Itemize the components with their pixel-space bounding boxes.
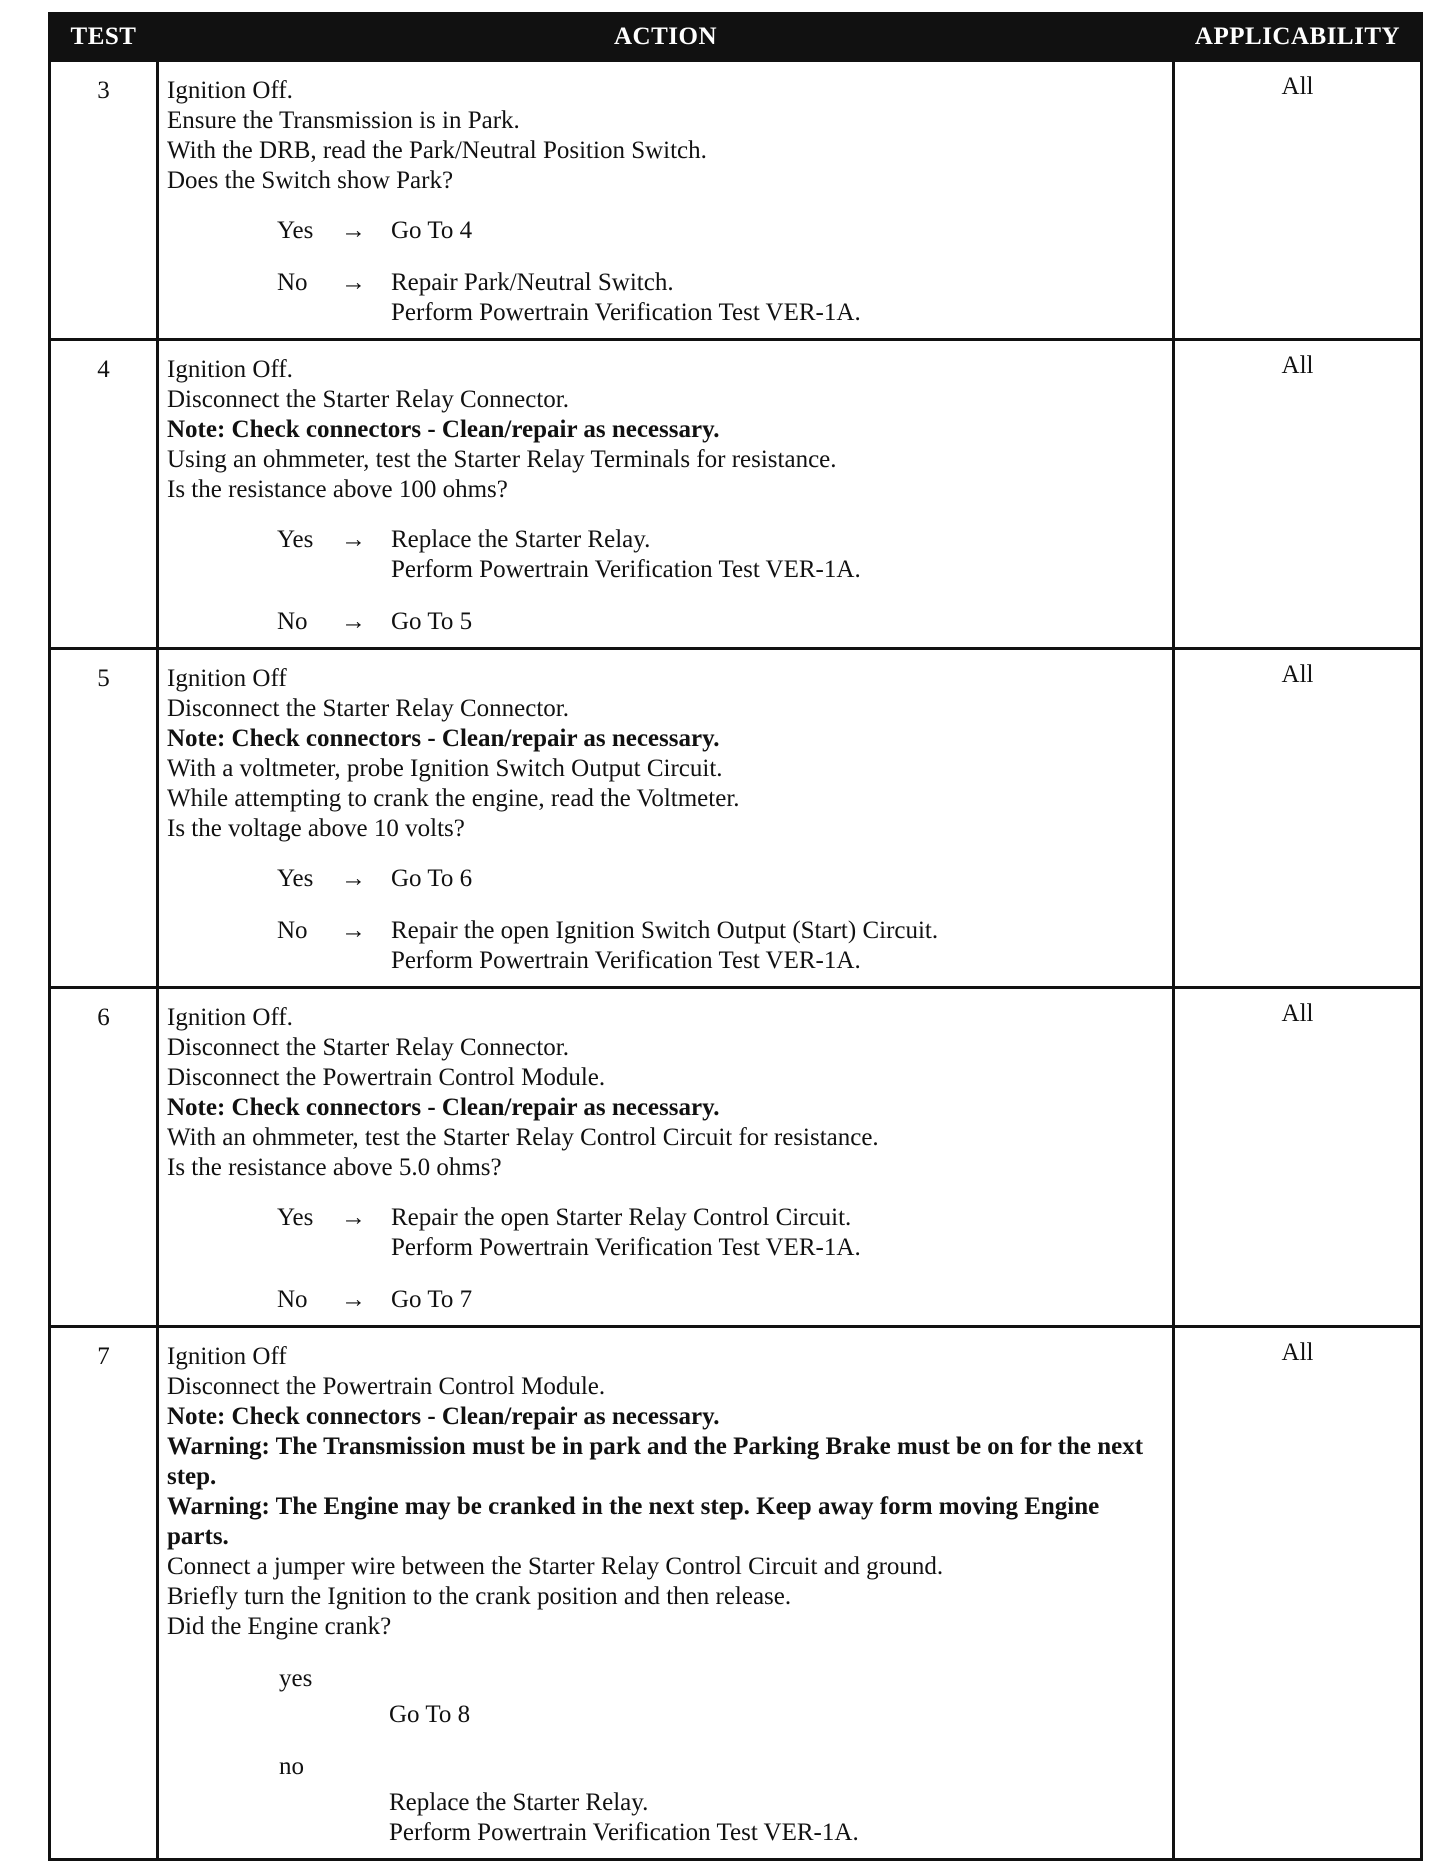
test-number: 6 bbox=[50, 988, 158, 1327]
branch-result bbox=[391, 864, 1164, 894]
result-line: Go To 6 bbox=[391, 865, 473, 892]
action-line: Ensure the Transmission is in Park. bbox=[167, 107, 520, 134]
branch-no bbox=[167, 268, 1164, 328]
result-line: Replace the Starter Relay. bbox=[391, 526, 651, 553]
branch-label: Yes bbox=[277, 217, 314, 244]
action-cell bbox=[158, 649, 1174, 988]
table-row bbox=[50, 1327, 1422, 1860]
table-row bbox=[50, 988, 1422, 1327]
branch-label: Yes bbox=[277, 526, 314, 553]
result-line: Go To 8 bbox=[389, 1701, 471, 1728]
action-line: Ignition Off. bbox=[167, 1004, 293, 1031]
result-line: Go To 5 bbox=[391, 608, 473, 635]
result-line: Perform Powertrain Verification Test VER-1A. bbox=[391, 299, 861, 326]
test-number: 4 bbox=[50, 340, 158, 649]
diagnostic-test-sheet bbox=[48, 12, 1420, 1861]
action-line: Disconnect the Powertrain Control Module. bbox=[167, 1373, 606, 1400]
action-line: While attempting to crank the engine, read the Voltmeter. bbox=[167, 785, 740, 812]
branch-no bbox=[167, 1752, 1164, 1848]
action-line: Disconnect the Starter Relay Connector. bbox=[167, 695, 569, 722]
branch-yes bbox=[167, 1203, 1164, 1263]
branch-yes bbox=[167, 525, 1164, 585]
result-line: Repair Park/Neutral Switch. bbox=[391, 269, 674, 296]
branch-result bbox=[391, 916, 1164, 976]
arrow-right-icon: → bbox=[341, 526, 366, 553]
note-line: Note: Check connectors - Clean/repair as necessary. bbox=[167, 1403, 720, 1430]
branch-result bbox=[391, 1203, 1164, 1263]
arrow-right-icon: → bbox=[341, 1204, 366, 1231]
branch-no bbox=[167, 916, 1164, 976]
branch-label: No bbox=[277, 608, 308, 635]
result-line: Go To 7 bbox=[391, 1286, 473, 1313]
note-line: Warning: The Engine may be cranked in the next step. Keep away form moving Engine parts. bbox=[167, 1493, 1100, 1550]
table-header-row bbox=[50, 14, 1422, 61]
applicability-value: All bbox=[1174, 340, 1422, 649]
note-line: Note: Check connectors - Clean/repair as necessary. bbox=[167, 416, 720, 443]
note-line: Note: Check connectors - Clean/repair as necessary. bbox=[167, 725, 720, 752]
action-line: Is the resistance above 5.0 ohms? bbox=[167, 1154, 502, 1181]
result-line: Perform Powertrain Verification Test VER-1A. bbox=[391, 947, 861, 974]
arrow-right-icon: → bbox=[341, 608, 366, 635]
action-line: With a voltmeter, probe Ignition Switch Output Circuit. bbox=[167, 755, 723, 782]
branch-label: No bbox=[277, 1286, 308, 1313]
branch-label: No bbox=[277, 917, 308, 944]
action-line: Using an ohmmeter, test the Starter Relay Terminals for resistance. bbox=[167, 446, 837, 473]
applicability-value: All bbox=[1174, 1327, 1422, 1860]
action-line: Is the resistance above 100 ohms? bbox=[167, 476, 508, 503]
note-line: Warning: The Transmission must be in park and the Parking Brake must be on for the next step. bbox=[167, 1433, 1144, 1490]
applicability-value: All bbox=[1174, 61, 1422, 340]
applicability-value: All bbox=[1174, 649, 1422, 988]
branch-result bbox=[391, 607, 1164, 637]
action-line: Connect a jumper wire between the Starter Relay Control Circuit and ground. bbox=[167, 1553, 944, 1580]
arrow-right-icon: → bbox=[341, 865, 366, 892]
branch-label: yes bbox=[279, 1665, 313, 1692]
action-cell bbox=[158, 61, 1174, 340]
action-line: Ignition Off. bbox=[167, 77, 293, 104]
result-line: Perform Powertrain Verification Test VER-1A. bbox=[389, 1819, 859, 1846]
branch-label: Yes bbox=[277, 1204, 314, 1231]
test-number: 3 bbox=[50, 61, 158, 340]
result-line: Perform Powertrain Verification Test VER-1A. bbox=[391, 1234, 861, 1261]
branch-result bbox=[391, 268, 1164, 328]
arrow-right-icon: → bbox=[341, 269, 366, 296]
action-line: Briefly turn the Ignition to the crank position and then release. bbox=[167, 1583, 792, 1610]
applicability-value: All bbox=[1174, 988, 1422, 1327]
branch-result bbox=[391, 525, 1164, 585]
action-line: Disconnect the Starter Relay Connector. bbox=[167, 386, 569, 413]
branch-no bbox=[167, 1285, 1164, 1315]
branch-label: No bbox=[277, 269, 308, 296]
table-body bbox=[50, 61, 1422, 1860]
arrow-right-icon: → bbox=[341, 217, 366, 244]
branch-yes bbox=[167, 1664, 1164, 1730]
action-line: Ignition Off. bbox=[167, 356, 293, 383]
action-line: Ignition Off bbox=[167, 1343, 287, 1370]
branch-yes bbox=[167, 864, 1164, 894]
branch-result bbox=[279, 1788, 1164, 1848]
action-cell bbox=[158, 340, 1174, 649]
branch-result bbox=[391, 216, 1164, 246]
header-test: TEST bbox=[50, 14, 158, 61]
branch-yes bbox=[167, 216, 1164, 246]
arrow-right-icon: → bbox=[341, 1286, 366, 1313]
action-cell bbox=[158, 988, 1174, 1327]
table-row bbox=[50, 61, 1422, 340]
action-line: Did the Engine crank? bbox=[167, 1613, 392, 1640]
branch-label: Yes bbox=[277, 865, 314, 892]
test-number: 5 bbox=[50, 649, 158, 988]
test-number: 7 bbox=[50, 1327, 158, 1860]
result-line: Repair the open Starter Relay Control Circuit. bbox=[391, 1204, 852, 1231]
table-row bbox=[50, 649, 1422, 988]
note-line: Note: Check connectors - Clean/repair as necessary. bbox=[167, 1094, 720, 1121]
table-row bbox=[50, 340, 1422, 649]
branch-no bbox=[167, 607, 1164, 637]
result-line: Perform Powertrain Verification Test VER-1A. bbox=[391, 556, 861, 583]
diagnostic-table bbox=[48, 12, 1423, 1861]
action-line: Disconnect the Starter Relay Connector. bbox=[167, 1034, 569, 1061]
branch-result bbox=[279, 1700, 1164, 1730]
action-cell bbox=[158, 1327, 1174, 1860]
action-line: Ignition Off bbox=[167, 665, 287, 692]
branch-label: no bbox=[279, 1753, 304, 1780]
action-line: With the DRB, read the Park/Neutral Position Switch. bbox=[167, 137, 707, 164]
result-line: Replace the Starter Relay. bbox=[389, 1789, 649, 1816]
action-line: Disconnect the Powertrain Control Module. bbox=[167, 1064, 606, 1091]
branch-result bbox=[391, 1285, 1164, 1315]
result-line: Go To 4 bbox=[391, 217, 473, 244]
header-action: ACTION bbox=[158, 14, 1174, 61]
arrow-right-icon: → bbox=[341, 917, 366, 944]
action-line: Does the Switch show Park? bbox=[167, 167, 454, 194]
action-line: With an ohmmeter, test the Starter Relay Control Circuit for resistance. bbox=[167, 1124, 879, 1151]
action-line: Is the voltage above 10 volts? bbox=[167, 815, 465, 842]
result-line: Repair the open Ignition Switch Output (Start) Circuit. bbox=[391, 917, 939, 944]
header-applicability: APPLICABILITY bbox=[1174, 14, 1422, 61]
